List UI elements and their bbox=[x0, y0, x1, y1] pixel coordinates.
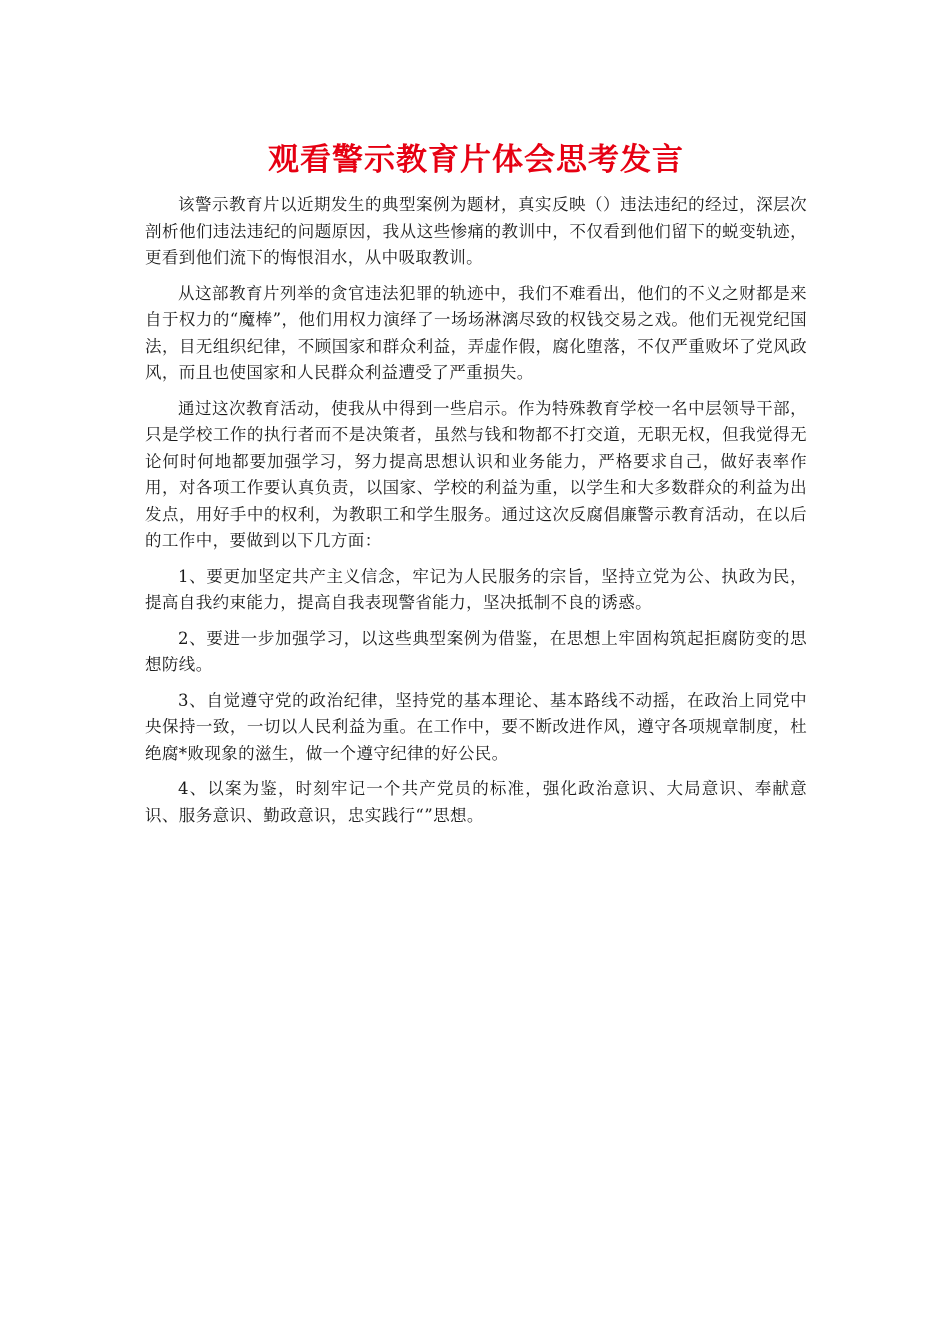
paragraph-point-4: 4、以案为鉴，时刻牢记一个共产党员的标准，强化政治意识、大局意识、奉献意识、服务意识、勤政意识，忠实践行“”思想。 bbox=[145, 779, 807, 825]
paragraph-intro: 该警示教育片以近期发生的典型案例为题材，真实反映（）违法违纪的经过，深层次剖析他们违法违纪的问题原因，我从这些惨痛的教训中，不仅看到他们留下的蜕变轨迹，更看到他们流下的悔恨泪水，从中吸取教训。 bbox=[145, 195, 807, 267]
paragraph-analysis: 从这部教育片列举的贪官违法犯罪的轨迹中，我们不难看出，他们的不义之财都是来自于权力的“魔棒”，他们用权力演绎了一场场淋漓尽致的权钱交易之戏。他们无视党纪国法，目无组织纪律，不顾国家和群众利益，弄虚作假，腐化堕落，不仅严重败坏了党风政风，而且也使国家和人民群众利益遭受了严重损失。 bbox=[145, 283, 807, 382]
document-title: 观看警示教育片体会思考发言 bbox=[268, 142, 684, 178]
paragraph-point-2: 2、要进一步加强学习，以这些典型案例为借鉴，在思想上牢固构筑起拒腐防变的思想防线。 bbox=[145, 628, 807, 674]
paragraph-point-1: 1、要更加坚定共产主义信念，牢记为人民服务的宗旨，坚持立党为公、执政为民，提高自我约束能力，提高自我表现警省能力，坚决抵制不良的诱惑。 bbox=[145, 566, 807, 612]
paragraph-reflection: 通过这次教育活动，使我从中得到一些启示。作为特殊教育学校一名中层领导干部，只是学校工作的执行者而不是决策者，虽然与钱和物都不打交道，无职无权，但我觉得无论何时何地都要加强学习，努力提高思想认识和业务能力，严格要求自己，做好表率作用，对各项工作要认真负责，以国家、学校的利益为重，以学生和大多数群众的利益为出发点，用好手中的权利，为教职工和学生服务。通过这次反腐倡廉警示教育活动，在以后的工作中，要做到以下几方面： bbox=[145, 398, 807, 550]
paragraph-point-3: 3、自觉遵守党的政治纪律，坚持党的基本理论、基本路线不动摇，在政治上同党中央保持一致，一切以人民利益为重。在工作中，要不断改进作风，遵守各项规章制度，杜绝腐*败现象的滋生，做一个遵守纪律的好公民。 bbox=[145, 690, 807, 763]
document-page bbox=[145, 138, 807, 838]
